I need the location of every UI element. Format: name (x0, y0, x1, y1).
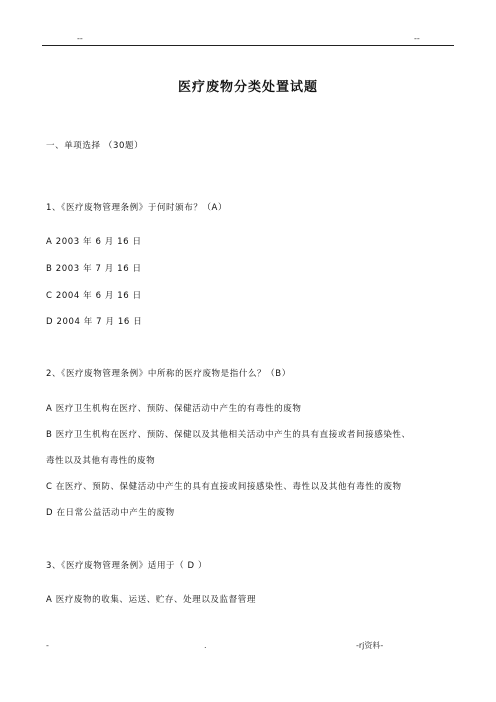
question-1-option-b: B 2003 年 7 月 16 日 (46, 264, 142, 274)
question-1-option-a: A 2003 年 6 月 16 日 (46, 237, 142, 247)
footer-source-label: -rj资料- (356, 641, 384, 650)
question-1-stem: 1、《医疗废物管理条例》于何时颁布？（A） (46, 203, 228, 213)
question-3-option-a: A 医疗废物的收集、运送、贮存、处理以及监督管理 (46, 595, 256, 605)
question-2-option-c: C 在医疗、预防、保健活动中产生的具有直接或间接感染性、毒性以及其他有毒性的废物 (46, 482, 402, 492)
question-1-option-c: C 2004 年 6 月 16 日 (46, 291, 142, 301)
footer-mid-mark: . (204, 641, 207, 650)
question-3-stem: 3、《医疗废物管理条例》适用于（ D ） (46, 561, 208, 571)
header-left-mark: -- (77, 34, 83, 43)
question-2-option-d: D 在日常公益活动中产生的废物 (46, 508, 175, 518)
question-2-option-b: B 医疗卫生机构在医疗、预防、保健以及其他相关活动中产生的具有直接或者间接感染性、 (46, 430, 411, 440)
header-right-mark: -- (414, 34, 420, 43)
section-heading: 一、单项选择 （30题） (46, 141, 144, 151)
footer-left-mark: - (46, 641, 49, 650)
question-2-option-a: A 医疗卫生机构在医疗、预防、保健活动中产生的有毒性的废物 (46, 404, 302, 414)
question-1-option-d: D 2004 年 7 月 16 日 (46, 317, 143, 327)
page-title: 医疗废物分类处置试题 (177, 80, 318, 95)
header-rule (42, 45, 454, 46)
question-2-option-b-continued: 毒性以及其他有毒性的废物 (46, 456, 156, 466)
question-2-stem: 2、《医疗废物管理条例》中所称的医疗废物是指什么？（B） (46, 369, 291, 379)
